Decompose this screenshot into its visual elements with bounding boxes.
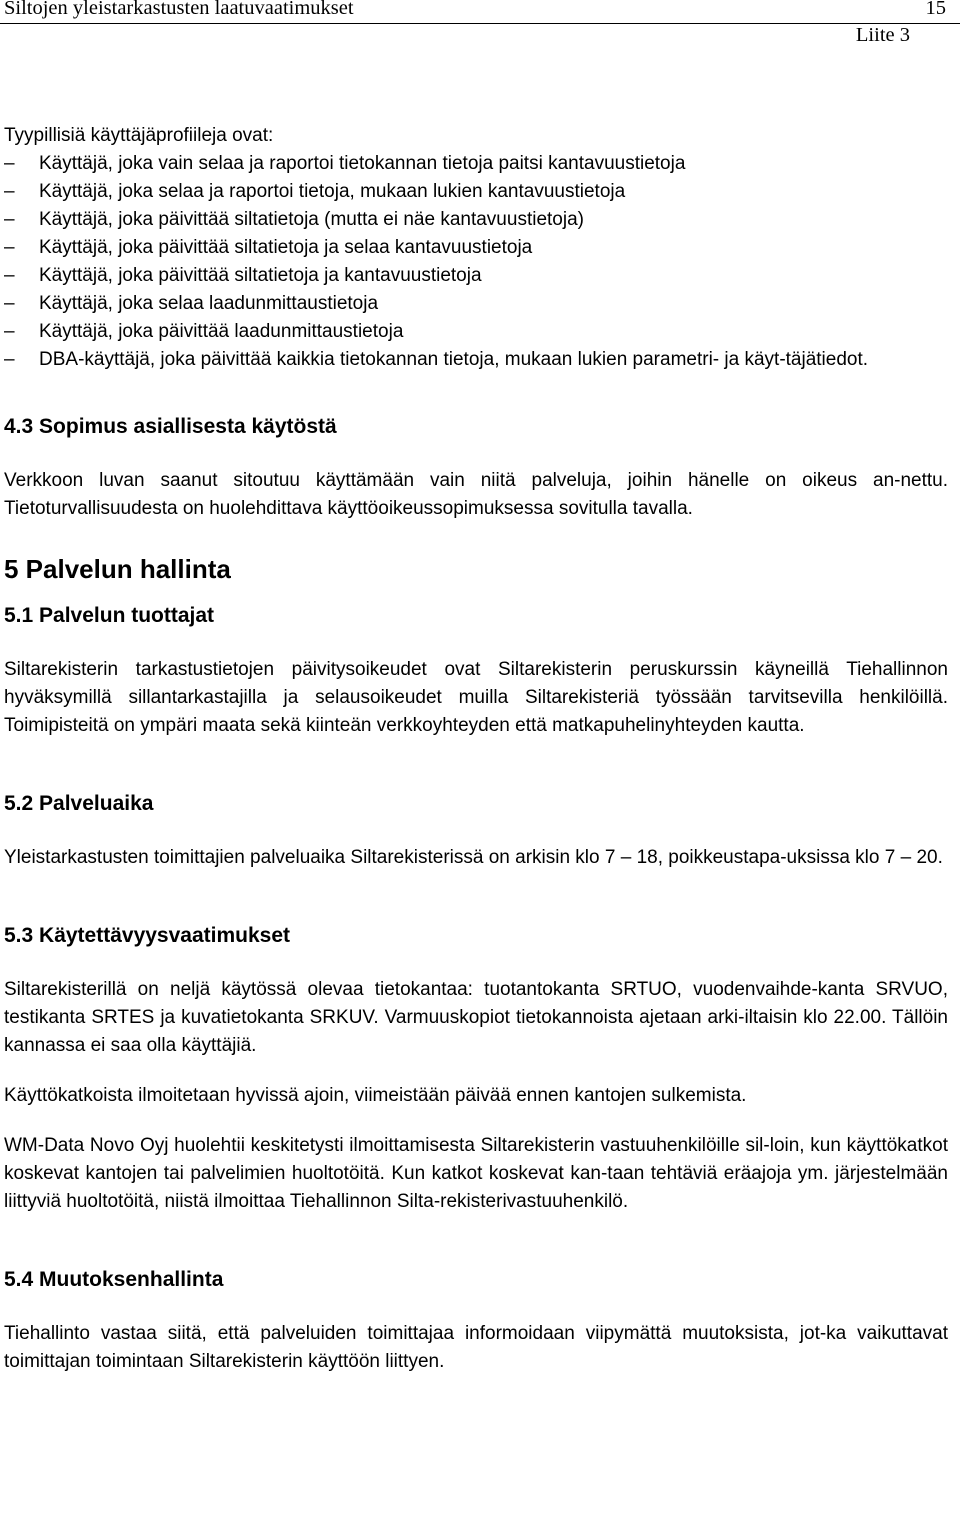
profiles-list bbox=[4, 150, 948, 374]
section-5-2-paragraph: Yleistarkastusten toimittajien palveluaika Siltarekisterissä on arkisin klo 7 – 18, poikkeustapa-uksissa klo 7 – 20. bbox=[4, 847, 943, 868]
list-item bbox=[4, 318, 948, 346]
section-4-3-paragraph: Verkkoon luvan saanut sitoutuu käyttämään vain niitä palveluja, joihin hänelle on oikeus an-nettu. Tietoturvallisuudesta on huolehdittava käyttöoikeussopimuksessa sovitulla tavalla. bbox=[4, 470, 948, 519]
section-heading-5-4: 5.4 Muutoksenhallinta bbox=[4, 1268, 224, 1291]
dash-bullet: – bbox=[4, 321, 15, 342]
list-item bbox=[4, 234, 948, 262]
list-item-text: Käyttäjä, joka päivittää laadunmittaustietoja bbox=[39, 321, 404, 342]
dash-bullet: – bbox=[4, 293, 15, 314]
header-rule bbox=[0, 23, 960, 24]
list-item-text: Käyttäjä, joka vain selaa ja raportoi tietokannan tietoja paitsi kantavuustietoja bbox=[39, 153, 686, 174]
list-item-text: Käyttäjä, joka selaa laadunmittaustietoja bbox=[39, 293, 379, 314]
list-item-text: DBA-käyttäjä, joka päivittää kaikkia tietokannan tietoja, mukaan lukien parametri- ja käyt-täjätiedot. bbox=[39, 349, 869, 370]
list-item bbox=[4, 346, 948, 374]
list-item-text: Käyttäjä, joka selaa ja raportoi tietoja, mukaan lukien kantavuustietoja bbox=[39, 181, 626, 202]
section-5-3-paragraph-databases: Siltarekisterillä on neljä käytössä olevaa tietokantaa: tuotantokanta SRTUO, vuodenvaihde-kanta SRVUO, testikanta SRTES ja kuvatietokanta SRKUV. Varmuuskopiot tietokannoista ajetaan arki-iltaisin klo 22.00. Tällöin kannassa ei saa olla käyttäjiä. bbox=[4, 979, 948, 1056]
list-item bbox=[4, 150, 948, 178]
list-item-text: Käyttäjä, joka päivittää siltatietoja ja selaa kantavuustietoja bbox=[39, 237, 533, 258]
list-item-text: Käyttäjä, joka päivittää siltatietoja (mutta ei näe kantavuustietoja) bbox=[39, 209, 584, 230]
list-item-text: Käyttäjä, joka päivittää siltatietoja ja kantavuustietoja bbox=[39, 265, 482, 286]
list-item bbox=[4, 206, 948, 234]
chapter-heading-5: 5 Palvelun hallinta bbox=[4, 554, 231, 584]
section-heading-5-1: 5.1 Palvelun tuottajat bbox=[4, 604, 215, 627]
profiles-intro: Tyypillisiä käyttäjäprofiileja ovat: bbox=[4, 125, 274, 146]
running-header-title: Siltojen yleistarkastusten laatuvaatimukset bbox=[4, 0, 354, 19]
section-5-3-paragraph-notification: WM-Data Novo Oyj huolehtii keskitetysti ilmoittamisesta Siltarekisterin vastuuhenkilöille sil-loin, kun käyttökatkot koskevat kantojen tai palvelimien huoltotöitä. Kun katkot koskevat kan-taan tehtäviä eräajoja ym. järjestelmään liittyviä huoltotöitä, niistä ilmoittaa Tiehallinnon Silta-rekisterivastuuhenkilö. bbox=[4, 1135, 948, 1212]
dash-bullet: – bbox=[4, 349, 15, 370]
page-content bbox=[4, 122, 948, 1376]
list-item bbox=[4, 178, 948, 206]
section-heading-5-3: 5.3 Käytettävyysvaatimukset bbox=[4, 924, 291, 947]
list-item bbox=[4, 262, 948, 290]
section-5-1-paragraph: Siltarekisterin tarkastustietojen päivitysoikeudet ovat Siltarekisterin peruskurssin käyneillä Tiehallinnon hyväksymillä sillantarkastajilla ja selausoikeudet muilla Siltarekisteriä työssään tarvitsevilla henkilöillä. Toimipisteitä on ympäri maata sekä kiinteän verkkoyhteyden että matkapuhelinyhteyden kautta. bbox=[4, 659, 948, 736]
dash-bullet: – bbox=[4, 209, 15, 230]
page-number: 15 bbox=[925, 0, 946, 19]
list-item bbox=[4, 290, 948, 318]
dash-bullet: – bbox=[4, 181, 15, 202]
section-5-4-paragraph: Tiehallinto vastaa siitä, että palveluiden toimittajaa informoidaan viipymättä muutoksista, jot-ka vaikuttavat toimittajan toimintaan Siltarekisterin käyttöön liittyen. bbox=[4, 1323, 948, 1372]
section-heading-4-3: 4.3 Sopimus asiallisesta käytöstä bbox=[4, 415, 337, 438]
dash-bullet: – bbox=[4, 237, 15, 258]
dash-bullet: – bbox=[4, 153, 15, 174]
dash-bullet: – bbox=[4, 265, 15, 286]
section-heading-5-2: 5.2 Palveluaika bbox=[4, 792, 154, 815]
appendix-label: Liite 3 bbox=[855, 24, 910, 46]
section-5-3-paragraph-outages: Käyttökatkoista ilmoitetaan hyvissä ajoin, viimeistään päivää ennen kantojen sulkemista. bbox=[4, 1085, 747, 1106]
